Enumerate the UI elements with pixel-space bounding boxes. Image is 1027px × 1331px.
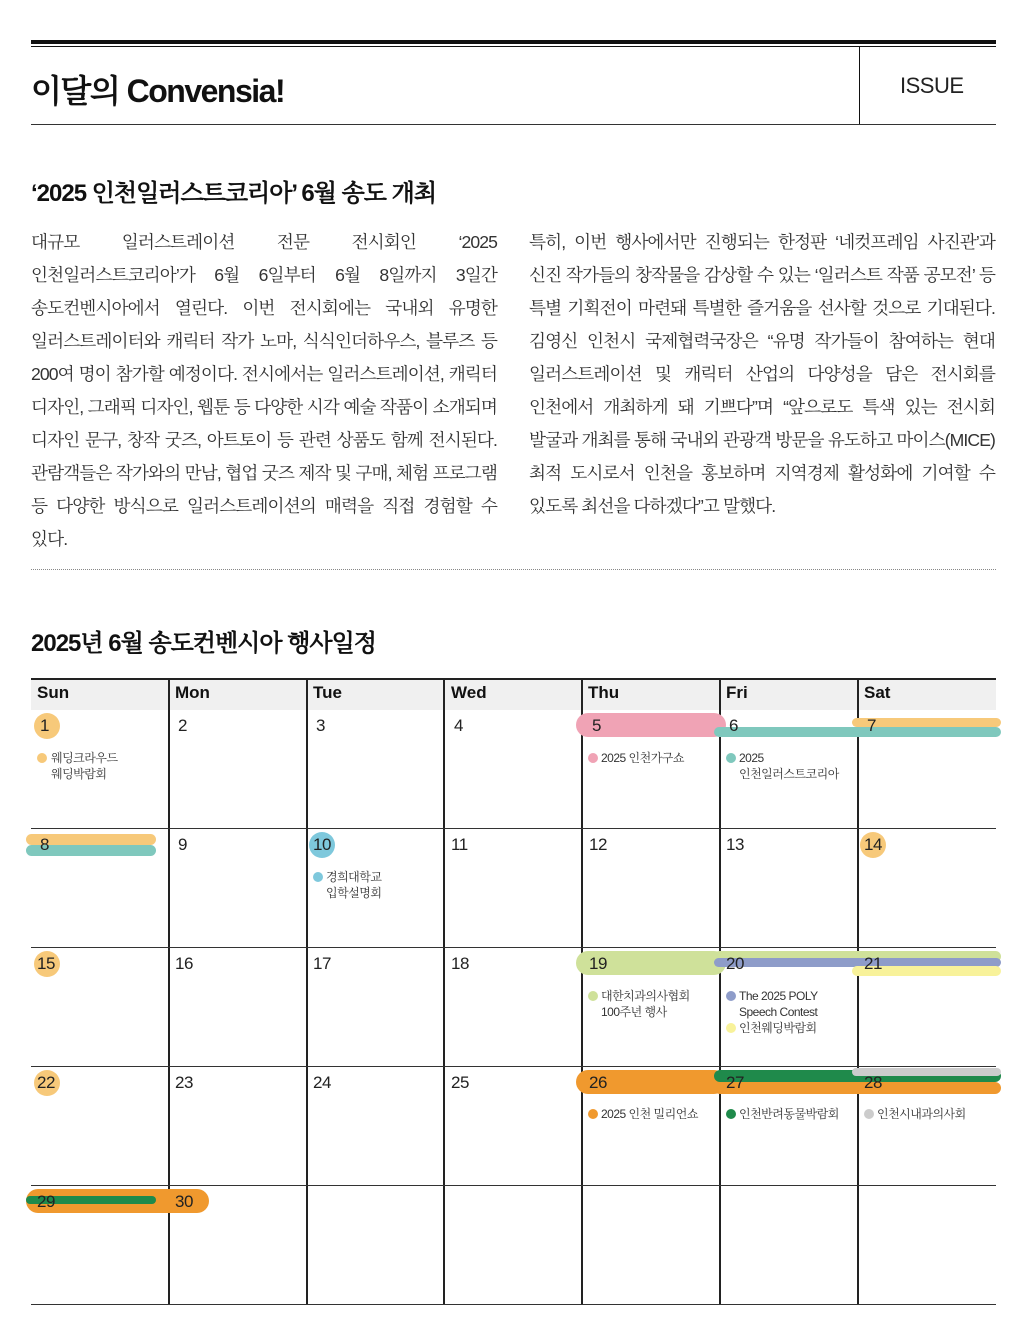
day-number: 21 <box>864 954 882 973</box>
event-label: 2025 인천 밀리언쇼 <box>601 1107 698 1121</box>
event-dot <box>588 753 598 763</box>
grid-line <box>719 678 721 1304</box>
event-label: 인천반려동물박람회 <box>739 1107 839 1121</box>
event-label: 2025 인천가구쇼 <box>601 751 684 765</box>
event-dot <box>864 1109 874 1119</box>
magazine-section-title: 이달의 Convensia! <box>31 73 285 109</box>
event-label: The 2025 POLY Speech Contest <box>739 989 818 1019</box>
article-title: ‘2025 인천일러스트코리아’ 6월 송도 개최 <box>31 180 436 207</box>
day-number: 22 <box>37 1073 55 1092</box>
day-number: 10 <box>313 835 331 854</box>
day-number: 9 <box>178 835 187 854</box>
day-number: 30 <box>175 1192 193 1211</box>
day-number: 15 <box>37 954 55 973</box>
event-bar-million-show-cont <box>714 1082 1001 1094</box>
grid-line <box>581 678 583 1304</box>
day-number: 24 <box>313 1073 331 1092</box>
event-dot <box>726 753 736 763</box>
event-label: 웨딩크라우드 웨딩박람회 <box>51 751 118 781</box>
grid-line <box>31 1185 996 1186</box>
day-number: 7 <box>867 716 876 735</box>
event-dot <box>37 753 47 763</box>
header-divider <box>859 47 860 124</box>
day-number: 14 <box>864 835 882 854</box>
article-column-left: 대규모 일러스트레이션 전문 전시회인 ‘2025 인천일러스트코리아’가 6월 6일부터 6월 8일까지 3일간 송도컨벤시아에서 열린다. 이번 전시회에는 국내외 유명한 일러스트레이터와 캐릭터 작가 노마, 식식인더하우스, 블루즈 등 200여 명이 참가할 예정이다. 전시에서는 일러스트레이션, 캐릭터 디자인, 그래픽 디자인, 웹툰 등 다양한 시각 예술 작품이 소개되며 디자인 문구, 창작 굿즈, 아트토이 등 관련 상품도 함께 전시된다. 관람객들은 작가와의 만남, 협업 굿즈 제작 및 구매, 체험 프로그램 등 다양한 방식으로 일러스트레이션의 매력을 직접 경험할 수 있다. <box>31 232 497 549</box>
day-number: 2 <box>178 716 187 735</box>
weekday-fri: Fri <box>726 683 748 702</box>
weekday-wed: Wed <box>451 683 487 702</box>
event-label: 인천시내과의사회 <box>877 1107 966 1121</box>
day-number: 17 <box>313 954 331 973</box>
day-number: 23 <box>175 1073 193 1092</box>
grid-line <box>857 678 859 1304</box>
day-number: 12 <box>589 835 607 854</box>
day-number: 4 <box>454 716 463 735</box>
day-number: 20 <box>726 954 744 973</box>
event-label: 경희대학교 입학설명회 <box>326 870 382 900</box>
event-dot <box>588 991 598 1001</box>
day-number: 27 <box>726 1073 744 1092</box>
day-number: 26 <box>589 1073 607 1092</box>
day-number: 6 <box>729 716 738 735</box>
weekday-tue: Tue <box>313 683 342 702</box>
header-top-rule-thin <box>31 46 996 47</box>
event-dot <box>313 872 323 882</box>
grid-line <box>31 1066 996 1067</box>
day-number: 19 <box>589 954 607 973</box>
event-label: 대한치과의사협회 100주년 행사 <box>601 989 690 1019</box>
weekday-sun: Sun <box>37 683 70 702</box>
section-divider <box>31 569 996 570</box>
grid-line <box>31 1304 996 1305</box>
grid-line <box>31 947 996 948</box>
event-dot <box>726 1109 736 1119</box>
event-label: 인천웨딩박람회 <box>739 1021 817 1035</box>
event-label: 2025 인천일러스트코리아 <box>739 751 839 781</box>
article-column-right: 특히, 이번 행사에서만 진행되는 한정판 ‘네컷프레임 사진관’과 신진 작가들의 창작물을 감상할 수 있는 ‘일러스트 작품 공모전’ 등 특별 기획전이 마련돼 특별한 즐거움을 선사할 것으로 기대된다. 김영신 인천시 국제협력국장은 “유명 작가들이 참여하는 현대 일러스트레이션 및 캐릭터 산업의 다양성을 담은 전시회를 인천에서 개최하게 돼 기쁘다”며 “앞으로도 특색 있는 전시회 발굴과 개최를 통해 국내외 관광객 방문을 유도하고 마이스(MICE) 최적 도시로서 인천을 홍보하며 지역경제 활성화에 기여할 수 있도록 최선을 다하겠다”고 말했다. <box>529 232 995 516</box>
day-number: 25 <box>451 1073 469 1092</box>
day-number: 11 <box>451 835 468 854</box>
day-number: 28 <box>864 1073 882 1092</box>
event-bar-illust-korea <box>714 727 1001 737</box>
day-number: 29 <box>37 1192 55 1211</box>
event-dot <box>726 991 736 1001</box>
header-top-rule <box>31 40 996 44</box>
weekday-mon: Mon <box>175 683 210 702</box>
issue-label: ISSUE <box>900 73 964 98</box>
day-number: 16 <box>175 954 193 973</box>
day-number: 5 <box>592 716 601 735</box>
day-number: 18 <box>451 954 469 973</box>
event-dot <box>588 1109 598 1119</box>
day-number: 1 <box>40 716 49 735</box>
grid-line <box>306 678 308 1304</box>
day-number: 3 <box>316 716 325 735</box>
header-bottom-rule <box>31 124 996 125</box>
calendar-weekday-header <box>31 678 996 710</box>
day-number: 8 <box>40 835 49 854</box>
weekday-sat: Sat <box>864 683 891 702</box>
calendar-title: 2025년 6월 송도컨벤시아 행사일정 <box>31 630 376 657</box>
grid-line <box>443 678 445 1304</box>
day-number: 13 <box>726 835 744 854</box>
event-dot <box>726 1023 736 1033</box>
grid-line <box>31 828 996 829</box>
weekday-thu: Thu <box>588 683 620 702</box>
